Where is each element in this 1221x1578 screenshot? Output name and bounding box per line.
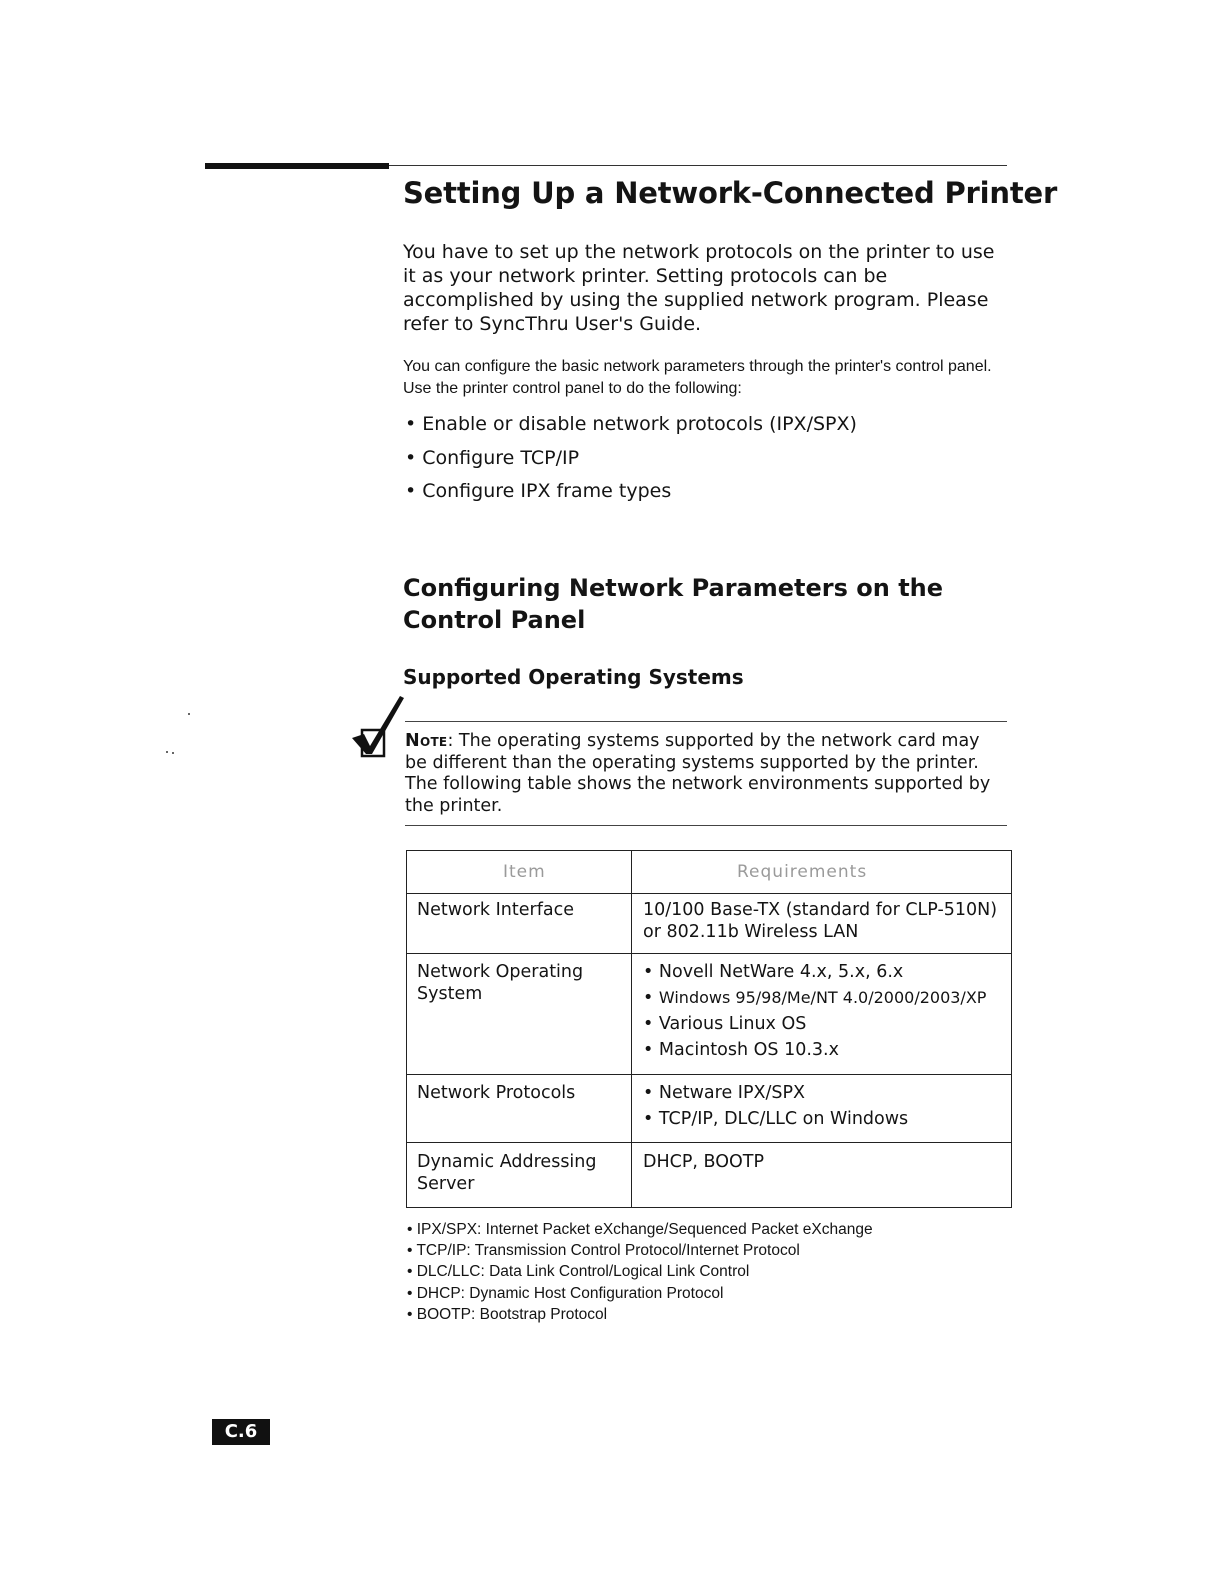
row-requirements xyxy=(643,1151,1005,1173)
note-rule-bottom xyxy=(405,825,1007,826)
task-list xyxy=(405,412,857,513)
requirement-text: DHCP, BOOTP xyxy=(643,1152,765,1172)
list-item: • BOOTP: Bootstrap Protocol xyxy=(407,1305,608,1323)
header-rule-thick xyxy=(205,163,389,169)
checkmark-note-icon xyxy=(348,692,406,762)
row-item-label: Network Interface xyxy=(417,900,574,920)
list-item: • Netware IPX/SPX xyxy=(643,1083,806,1103)
table-header-item: Item xyxy=(503,862,546,882)
note-body: : The operating systems supported by the network card may be different than the operating systems supported by the printer. The following table shows the network environments supported by the printer. xyxy=(405,731,991,816)
scan-speck xyxy=(172,752,174,754)
requirement-text: 10/100 Base-TX (standard for CLP-510N) or 802.11b Wireless LAN xyxy=(643,900,998,942)
list-item: • Configure TCP/IP xyxy=(405,446,580,469)
table-header-requirements: Requirements xyxy=(737,862,868,882)
scan-speck xyxy=(188,713,190,715)
list-item: • TCP/IP, DLC/LLC on Windows xyxy=(643,1109,909,1129)
table-row xyxy=(407,1074,1011,1143)
page-title: Setting Up a Network-Connected Printer xyxy=(403,176,1058,210)
os-requirements-table xyxy=(406,850,1012,1208)
table-row xyxy=(407,1142,1011,1207)
note-paragraph xyxy=(405,731,1005,817)
abbreviation-list xyxy=(407,1219,873,1325)
row-item-label: Dynamic Addressing Server xyxy=(417,1152,597,1194)
list-item: • IPX/SPX: Internet Packet eXchange/Sequenced Packet eXchange xyxy=(407,1221,873,1238)
list-item: • Enable or disable network protocols (IPX/SPX) xyxy=(405,413,857,435)
table-row xyxy=(407,953,1011,1075)
list-item: • TCP/IP: Transmission Control Protocol/Internet Protocol xyxy=(407,1242,800,1260)
subsection-title: Supported Operating Systems xyxy=(403,665,744,689)
row-requirements xyxy=(643,961,1005,1065)
row-item-label: Network Protocols xyxy=(417,1083,576,1103)
table-row xyxy=(407,893,1011,954)
list-item: • Windows 95/98/Me/NT 4.0/2000/2003/XP xyxy=(643,988,987,1008)
header-rule-thin xyxy=(389,165,1007,166)
page-number-badge: C.6 xyxy=(212,1419,270,1445)
scan-speck xyxy=(166,751,168,753)
control-panel-paragraph: You can configure the basic network parameters through the printer's control panel. Use the printer control panel to do the following: xyxy=(403,358,992,397)
row-requirements xyxy=(643,899,1005,943)
list-item: • Various Linux OS xyxy=(643,1014,807,1034)
list-item: • Configure IPX frame types xyxy=(405,480,672,502)
intro-paragraph: You have to set up the network protocols on the printer to use it as your network printer. Setting protocols can be accomplished by using the supplied network program. Please refer to SyncThru User's Guide. xyxy=(403,241,995,335)
list-item: • Novell NetWare 4.x, 5.x, 6.x xyxy=(643,962,904,982)
table-header-row xyxy=(407,851,1011,893)
row-item-label: Network Operating System xyxy=(417,962,584,1004)
note-rule-top xyxy=(405,721,1007,722)
section-title: Configuring Network Parameters on the Control Panel xyxy=(403,574,944,634)
list-item: • DLC/LLC: Data Link Control/Logical Link Control xyxy=(407,1263,750,1281)
note-label: Note xyxy=(405,731,448,751)
list-item: • DHCP: Dynamic Host Configuration Protocol xyxy=(407,1284,724,1302)
row-requirements xyxy=(643,1082,1005,1134)
list-item: • Macintosh OS 10.3.x xyxy=(643,1040,839,1060)
